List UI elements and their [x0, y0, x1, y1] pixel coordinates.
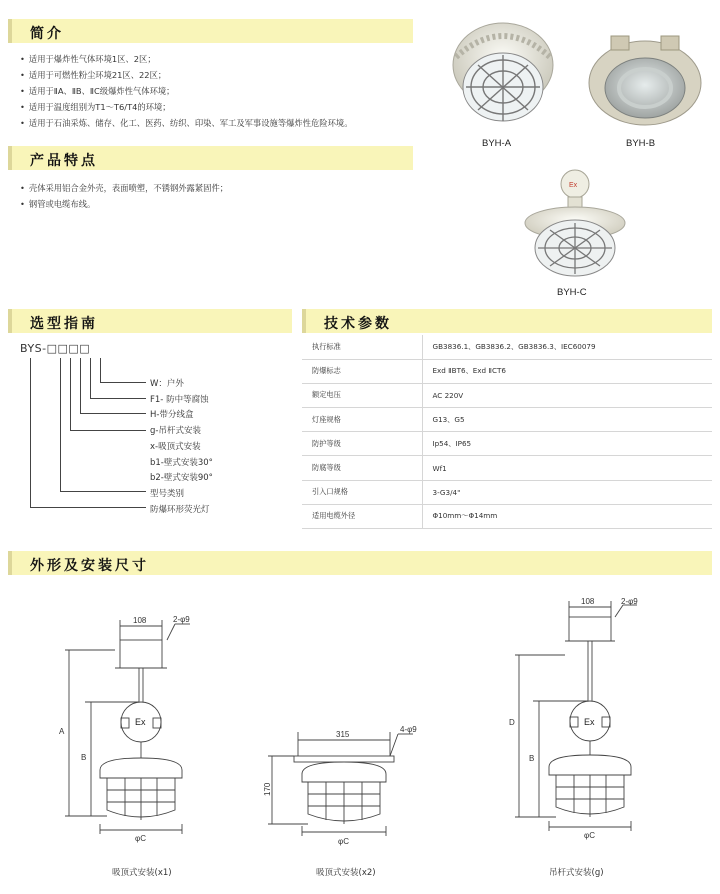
table-row — [302, 383, 712, 407]
tech-value: Wf1 — [422, 456, 712, 480]
dim1-ex: Ex — [135, 717, 146, 727]
tech-key: 防护等级 — [302, 432, 422, 456]
intro-item: • 适用于可燃性粉尘环境21区、22区； — [20, 67, 353, 83]
guide-option: x-吸顶式安装 — [150, 442, 201, 452]
dim3-caption: 吊杆式安装(g) — [549, 868, 604, 878]
guide-bracket-line — [90, 358, 91, 399]
features-title: 产品特点 — [30, 153, 98, 169]
guide-option: 防爆环形荧光灯 — [150, 505, 210, 515]
guide-bracket-line — [80, 358, 81, 414]
photo-caption-c: BYH-C — [557, 287, 587, 298]
dim1-c: φC — [135, 834, 146, 843]
intro-title: 简介 — [30, 26, 64, 42]
guide-option: 型号类别 — [150, 489, 185, 499]
guide-model-code: BYS-□□□□ — [20, 342, 91, 355]
tech-key: 适用电缆外径 — [302, 504, 422, 528]
intro-header-bar — [8, 19, 413, 43]
dim1-b: B — [81, 753, 87, 762]
tech-key: 引入口规格 — [302, 480, 422, 504]
intro-item: • 适用于温度组别为T1～T6/T4的环境； — [20, 99, 353, 115]
dim2-width: 315 — [336, 730, 350, 739]
table-row — [302, 359, 712, 383]
dim2-height: 170 — [263, 782, 272, 796]
product-photo-byh-c — [520, 168, 630, 280]
tech-value: Exd ⅡBT6、Exd ⅡCT6 — [422, 359, 712, 383]
dim3-ex: Ex — [584, 717, 595, 727]
guide-bracket-line — [30, 507, 146, 508]
dim3-c: φC — [584, 831, 595, 840]
tech-value: GB3836.1、GB3836.2、GB3836.3、IEC60079 — [422, 335, 712, 359]
guide-option: g-吊杆式安装 — [150, 426, 201, 436]
tech-value: AC 220V — [422, 383, 712, 407]
table-row — [302, 408, 712, 432]
dim3-b: B — [529, 754, 535, 763]
dim3-holes: 2-φ9 — [621, 597, 638, 606]
tech-key: 防爆标志 — [302, 359, 422, 383]
dim2-c: φC — [338, 837, 349, 846]
dims-header-bar — [8, 551, 712, 575]
tech-value: Φ10mm～Φ14mm — [422, 504, 712, 528]
tech-key: 灯座规格 — [302, 408, 422, 432]
tech-value: Ip54、IP65 — [422, 432, 712, 456]
guide-bracket-line — [100, 382, 146, 383]
photo-caption-b: BYH-B — [626, 138, 656, 149]
guide-title: 选型指南 — [30, 316, 98, 332]
tech-key: 额定电压 — [302, 383, 422, 407]
guide-bracket-line — [30, 358, 31, 508]
tech-key: 防腐等级 — [302, 456, 422, 480]
guide-bracket-line — [90, 398, 146, 399]
guide-bracket-line — [60, 491, 146, 492]
guide-option: W：户外 — [150, 379, 184, 389]
dimension-drawing-x2 — [258, 720, 438, 850]
photo-caption-a: BYH-A — [482, 138, 512, 149]
dim2-holes: 4-φ9 — [400, 725, 417, 734]
product-photo-byh-b — [585, 28, 705, 136]
dimension-drawing-x1 — [55, 610, 225, 850]
tech-header-bar — [302, 309, 712, 333]
guide-bracket-line — [60, 358, 61, 492]
table-row — [302, 432, 712, 456]
features-header-bar — [8, 146, 413, 170]
photo-c-ex-mark: Ex — [569, 182, 578, 189]
table-row — [302, 335, 712, 359]
table-row — [302, 480, 712, 504]
dim1-a: A — [59, 727, 65, 736]
dimension-drawing-g — [505, 595, 675, 850]
dim1-width: 108 — [133, 616, 147, 625]
tech-params-table — [302, 335, 712, 529]
guide-header-bar — [8, 309, 292, 333]
features-item: • 壳体采用铝合金外壳，表面喷塑，不锈钢外露紧固件； — [20, 180, 228, 196]
dim1-holes: 2-φ9 — [173, 615, 190, 624]
dim2-caption: 吸顶式安装(x2) — [316, 868, 376, 878]
intro-list — [20, 51, 353, 131]
dims-title: 外形及安装尺寸 — [30, 558, 149, 574]
guide-bracket-line — [100, 358, 101, 383]
tech-key: 执行标准 — [302, 335, 422, 359]
guide-bracket-line — [70, 358, 71, 431]
dim1-caption: 吸顶式安装(x1) — [112, 868, 172, 878]
guide-option: H-带分线盒 — [150, 410, 194, 420]
guide-option: F1- 防中等腐蚀 — [150, 395, 209, 405]
intro-item: • 适用于爆炸性气体环境1区、2区； — [20, 51, 353, 67]
tech-value: G13、G5 — [422, 408, 712, 432]
intro-item: • 适用于石油采炼、储存、化工、医药、纺织、印染、军工及军事设施等爆炸性危险环境。 — [20, 115, 353, 131]
features-list — [20, 180, 228, 212]
intro-item: • 适用于ⅡA、ⅡB、ⅡC级爆炸性气体环境； — [20, 83, 353, 99]
guide-option: b2-壁式安装90° — [150, 473, 213, 483]
table-row — [302, 504, 712, 528]
guide-bracket-line — [80, 413, 146, 414]
table-row — [302, 456, 712, 480]
features-item: • 钢管或电缆布线。 — [20, 196, 228, 212]
product-photo-byh-a — [448, 15, 558, 135]
guide-bracket-line — [70, 430, 146, 431]
tech-value: 3-G3/4" — [422, 480, 712, 504]
guide-option: b1-壁式安装30° — [150, 458, 213, 468]
dim3-d: D — [509, 718, 515, 727]
tech-title: 技术参数 — [324, 316, 392, 332]
dim3-width: 108 — [581, 597, 595, 606]
